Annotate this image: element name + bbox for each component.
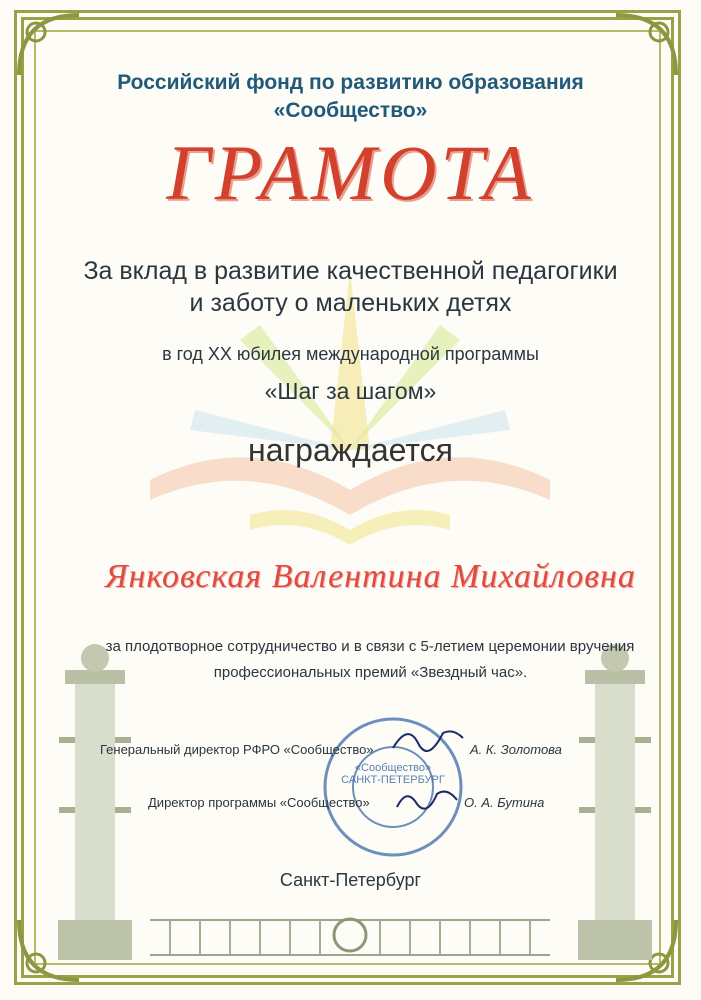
signer-name: А. К. Золотова [470, 742, 562, 757]
stamp-text: «Сообщество» САНКТ-ПЕТЕРБУРГ [341, 762, 445, 786]
subtitle-line1: За вклад в развитие качественной педагогики [83, 257, 618, 285]
recipient-name: Янковская Валентина Михайловна [105, 558, 636, 595]
organization-name-line1: Российский фонд по развитию образования [117, 71, 584, 94]
signer-name: О. А. Бутина [464, 795, 545, 810]
reason-line1: за плодотворное сотрудничество и в связи с 5-летием церемонии вручения [105, 638, 635, 655]
program-intro: в год XX юбилея международной программы [162, 344, 539, 364]
rostral-column-left-icon [40, 640, 150, 970]
signature-name-general-director [470, 742, 562, 757]
reason-line2: профессиональных премий «Звездный час». [213, 664, 528, 681]
awarded-label: награждается [248, 432, 453, 468]
signature-name-program-director [464, 795, 544, 810]
handwritten-signature-2-icon [392, 782, 462, 822]
handwritten-signature-1-icon [388, 718, 468, 758]
subtitle-line2: и заботу о маленьких детях [189, 289, 512, 317]
fence-grille-icon [150, 905, 550, 965]
organization-name-line2: «Сообщество» [273, 99, 428, 122]
rostral-column-right-icon [560, 640, 670, 970]
program-name: «Шаг за шагом» [264, 378, 437, 404]
city: Санкт-Петербург [279, 870, 422, 890]
certificate-title: ГРАМОТА [166, 129, 535, 216]
signature-role-program-director: Директор программы «Сообщество» [148, 795, 370, 810]
signature-role-general-director: Генеральный директор РФРО «Сообщество» [100, 742, 374, 757]
